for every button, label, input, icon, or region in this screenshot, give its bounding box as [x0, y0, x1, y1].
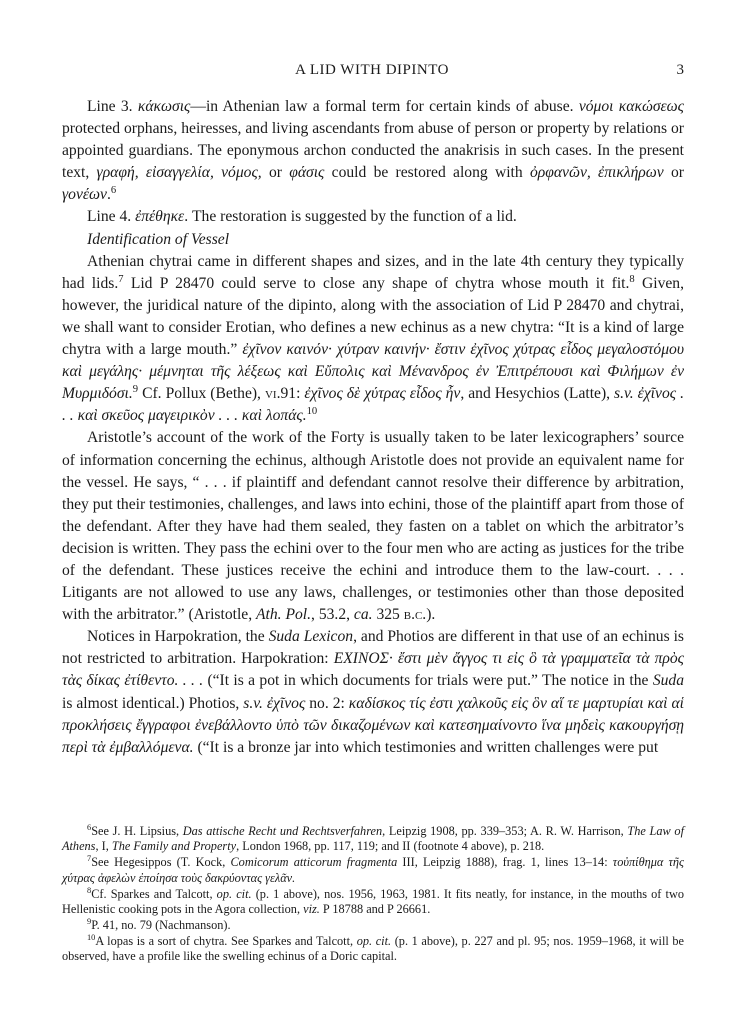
paragraph-chytrai: Athenian chytrai came in different shapes and sizes, and in the late 4th century they typically had lids.$^7$ Lid P 28470 could serve to close any shape of chytra whose mouth it fit.$^8$ Given, however, the juridical nature of the dipinto, along with the association of Lid P 28470 and chytrai, we shall want to consider Erotian, who defines a new echinus as a new chytra: “It is a kind of large chytra with a large mouth.” ἐχῖνον καινόν· χύτραν καινήν· ἔστιν ἐχῖνος χύτρας εἶδος μεγαλοστόμου καὶ μεγάλης· μέμνηται τῆς λέξεως καὶ Εὔπολις καὶ Μένανδρος ἐν Ἐπιτρέπουσι καὶ Φιλήμων ἐν Μυρμιδόσι.$^9$ Cf. Pollux (Bethe), vi.91: ἐχῖνος δὲ χύτρας εἶδος ἦν, and Hesychios (Latte), s.v. ἐχῖνος . . . καὶ σκεῦος μαγειρικὸν . . . καὶ λοπάς.$^{10}$: [62, 252, 685, 425]
footnote-8: $^8$Cf. Sparkes and Talcott, op. cit. (p. 1 above), nos. 1956, 1963, 1981. It fits neatly, for instance, in the mouths of two Hellenistic cooking pots in the Agora collection, viz. P 18788 and P 26661.: [62, 885, 684, 917]
paragraph-line-3: Line 3. κάκωσις—in Athenian law a formal term for certain kinds of abuse. νόμοι κακώσεως protected orphans, heiresses, and living ascendants from abuse of person or property by relations or appointed guardians. The eponymous archon conducted the anakrisis in such cases. In the present text, γραφή, εἰσαγγελία, νόμος, or φάσις could be restored along with ὀρφανῶν, ἐπικλήρων or γονέων.$^6$: [62, 98, 684, 204]
footnote-7: $^7$See Hegesippos (T. Kock, Comicorum atticorum fragmenta III, Leipzig 1888), frag. 1, lines 13–14: τοὐπίθημα τῆς χύτρας ἀφελὼν ἐποίησα τοὺς δακρύοντας γελᾶν.: [62, 854, 684, 885]
paragraph-line-4: Line 4. ἐπέθηκε. The restoration is suggested by the function of a lid.: [87, 208, 517, 226]
page-header: [60, 62, 684, 80]
footnote-ref-9: 9: [132, 384, 139, 396]
footnote-ref-7: 7: [118, 273, 124, 285]
footnote-9: $^9$P. 41, no. 79 (Nachmanson).: [87, 916, 231, 932]
footnote-6: $^6$See J. H. Lipsius, Das attische Recht und Rechtsverfahren, Leipzig 1908, pp. 339–353; A. R. W. Harrison, The Law of Athens, I, The Family and Property, London 1968, pp. 117, 119; and II (footnote 4 above), p. 218.: [62, 822, 684, 854]
section-heading: Identification of Vessel: [87, 230, 230, 248]
page-number: 3: [676, 62, 684, 78]
footnote-ref-10: 10: [306, 406, 318, 418]
footnote-ref-6: 6: [110, 185, 117, 197]
main-text: [62, 96, 684, 759]
paragraph-aristotle: Aristotle’s account of the work of the Forty is usually taken to be later lexicographers’ source of information concerning the echinus, although Aristotle does not provide an equivalent name for the vessel. He says, “ . . . if plaintiff and defendant cannot resolve their difference by arbitration, they put their testimonies, challenges, and laws into echini, those of the plaintiff apart from those of the defendant. After they have had them sealed, they fasten on a tablet on which the arbitrator’s decision is written. They pass the echini over to the four men who are acting as justices for the tribe of the defendant. These justices receive the echini and introduce them to the law-court. . . . Litigants are not allowed to use any laws, challenges, or testimonies other than those deposited with the arbitrator.” (Aristotle, Ath. Pol., 53.2, ca. 325 b.c.).: [62, 429, 685, 624]
footnote-10: $^{10}$A lopas is a sort of chytra. See Sparkes and Talcott, op. cit. (p. 1 above), p. 227 and pl. 95; nos. 1959–1968, it will be observed, have a profile like the swelling echinus of a Doric capital.: [62, 932, 685, 964]
footnotes: [62, 824, 684, 965]
running-title: A LID WITH DIPINTO: [295, 62, 449, 78]
paragraph-harpokration: Notices in Harpokration, the Suda Lexicon, and Photios are different in that use of an echinus is not restricted to arbitration. Harpokration: ΕΧΙΝΟΣ· ἔστι μὲν ἄγγος τι εἰς ὃ τὰ γραμματεῖα τὰ πρὸς τὰς δίκας ἐτίθεντο. . . . (“It is a pot in which documents for trials were put.” The notice in the Suda is almost identical.) Photios, s.v. ἐχῖνος no. 2: καδίσκος τίς ἐστι χαλκοῦς εἰς ὃν αἵ τε μαρτυρίαι καὶ αἱ προκλήσεις ἔγγραφοι ἐνεβάλλοντο ὑπὸ τῶν δικαζομένων καὶ κατεσημαίνοντο ἵνα μηδεὶς κακουργήσῃ περὶ τὰ ἐμβαλλόμενα. (“It is a bronze jar into which testimonies and written challenges were put: [62, 628, 684, 756]
footnote-ref-8: 8: [629, 273, 635, 285]
